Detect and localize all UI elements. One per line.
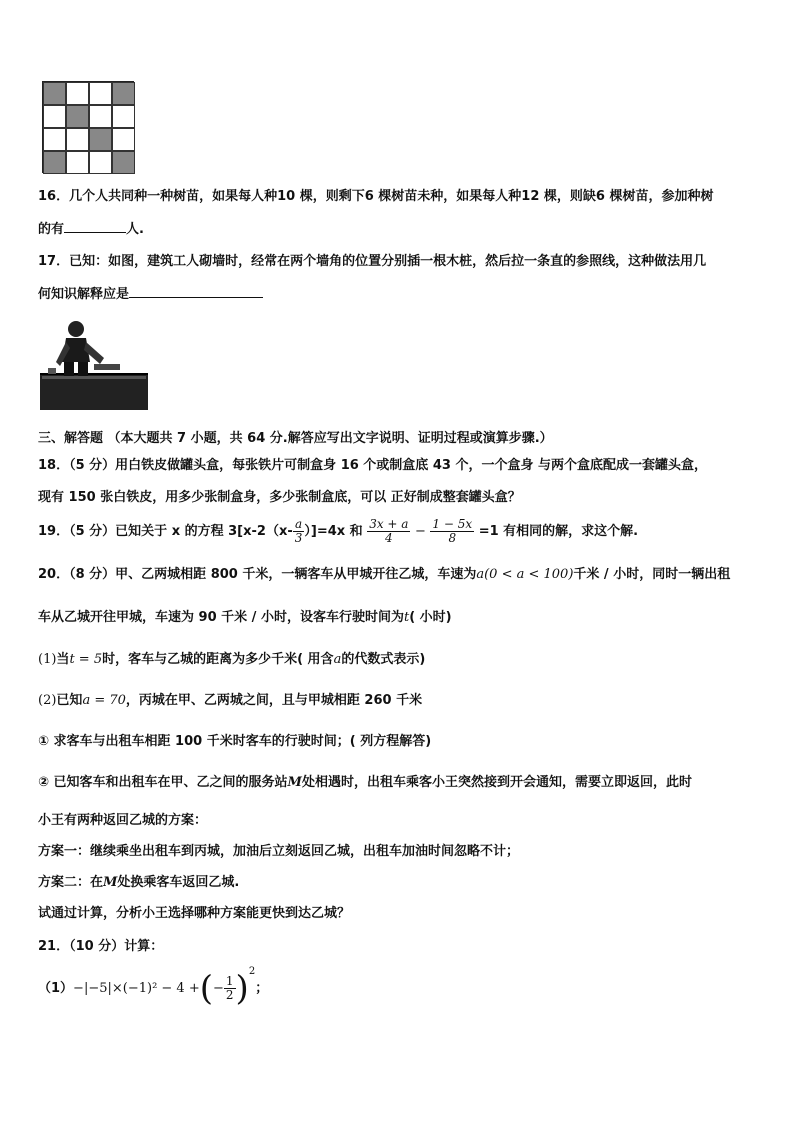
q20-plan1: 方案一：继续乘坐出租车到丙城，加油后立刻返回乙城，出租车加油时间忽略不计；	[38, 844, 520, 859]
fraction-denominator: 8	[448, 531, 457, 545]
math-expression: −|−5|×(−1)² − 4 +	[73, 981, 200, 996]
grid-cell	[66, 128, 89, 151]
grid-cell	[89, 151, 112, 174]
q19-line	[38, 512, 638, 552]
grid-figure	[42, 81, 134, 173]
grid-cell	[112, 128, 135, 151]
grid-cell-shaded	[43, 82, 66, 105]
math-expression: t = 5	[69, 652, 103, 667]
q21-title: 21．（10 分）计算：	[38, 939, 164, 954]
math-expression: a = 70	[82, 693, 126, 708]
fraction-denominator: 4	[385, 531, 393, 545]
fraction-denominator: 3	[294, 531, 303, 545]
q20-sub1: ① 求客车与出租车相距 100 千米时客车的行驶时间；( 列方程解答)	[38, 734, 432, 749]
q17-line1: 17．已知：如图，建筑工人砌墙时，经常在两个墙角的位置分别插一根木桩，然后拉一条直的参照线，这种做法用几	[38, 254, 707, 269]
q20-text: ，丙城在甲、乙两城之间，且与甲城相距 260 千米	[125, 693, 423, 708]
q20-text: 千米 / 小时，同时一辆出租	[573, 567, 731, 582]
q20-text: 时，客车与乙城的距离为多少千米( 用含	[102, 652, 334, 667]
grid-cell	[66, 82, 89, 105]
grid-cell	[66, 151, 89, 174]
q20-text: 当	[56, 652, 70, 667]
worker-illustration	[38, 318, 150, 412]
answer-blank[interactable]	[129, 285, 263, 298]
q20-text: 车从乙城开往甲城，车速为 90 千米 / 小时，设客车行驶时间为	[38, 610, 404, 625]
q20-text: 处换乘客车返回乙城.	[117, 875, 240, 890]
fraction-numerator: 1 − 5x	[432, 517, 473, 531]
q19-mid: ）]=4x 和	[304, 524, 363, 539]
q21-part1	[38, 964, 268, 1014]
q20-part1	[38, 651, 425, 669]
fraction-numerator: 1	[225, 974, 234, 988]
q18-line1: 18．（5 分）用白铁皮做罐头盒，每张铁片可制盒身 16 个或制盒底 43 个，一个盒身 与两个盒底配成一套罐头盒，	[38, 458, 707, 473]
grid-cell-shaded	[112, 151, 135, 174]
minus-sign: −	[213, 981, 224, 996]
minus-sign: −	[414, 524, 426, 539]
fraction	[367, 518, 410, 545]
q20-text: 方案二：在	[38, 875, 104, 890]
q16-text-b: 人.	[126, 222, 144, 237]
grid-cell-shaded	[89, 128, 112, 151]
fraction-denominator: 2	[225, 988, 234, 1002]
fraction	[224, 975, 236, 1002]
part-number: (1)	[38, 652, 57, 667]
q20-line1	[38, 566, 730, 584]
q20-sub2-line2: 小王有两种返回乙城的方案：	[38, 813, 208, 828]
q16-line2	[38, 220, 144, 239]
punctuation: ；	[255, 981, 269, 996]
q16-line1: 16．几个人共同种一种树苗，如果每人种10 棵，则剩下6 棵树苗未种，如果每人种12 棵，则缺6 棵树苗，参加种树	[38, 189, 714, 204]
math-variable: t	[403, 610, 410, 625]
fraction	[293, 518, 305, 545]
q20-line2	[38, 609, 452, 627]
exponent: 2	[248, 966, 256, 977]
q20-text: 处相遇时，出租车乘客小王突然接到开会通知，需要立即返回，此时	[301, 775, 692, 790]
grid-cell	[43, 105, 66, 128]
q20-text: 20．（8 分）甲、乙两城相距 800 千米，一辆客车从甲城开往乙城，车速为	[38, 567, 477, 582]
grid-cell-shaded	[112, 82, 135, 105]
q19-prefix: 19．（5 分）已知关于 x 的方程 3[x-2（x-	[38, 524, 293, 539]
math-variable: a	[333, 652, 342, 667]
q19-suffix: =1 有相同的解，求这个解.	[478, 524, 639, 539]
q20-part2	[38, 692, 422, 710]
answer-blank[interactable]	[64, 220, 126, 233]
q17-text: 何知识解释应是	[38, 287, 130, 302]
math-expression: a(0 < a < 100)	[476, 567, 574, 582]
q17-line2	[38, 285, 263, 304]
q20-plan2	[38, 874, 239, 892]
q18-line2: 现有 150 张白铁皮，用多少张制盒身，多少张制盒底，可以 正好制成整套罐头盒？	[38, 490, 521, 505]
grid-cell	[43, 128, 66, 151]
grid-cell	[112, 105, 135, 128]
q20-text: ( 小时)	[409, 610, 452, 625]
grid-cell	[89, 82, 112, 105]
q20-text: ② 已知客车和出租车在甲、乙之间的服务站	[38, 775, 288, 790]
left-paren: (	[199, 968, 213, 1009]
part-number: (2)	[38, 693, 57, 708]
grid-cell	[89, 105, 112, 128]
part-label: （1）	[38, 981, 74, 996]
fraction-numerator: 3x + a	[369, 517, 409, 531]
math-variable: M	[103, 875, 118, 890]
math-variable: M	[287, 775, 302, 790]
q16-text-a: 的有	[38, 222, 65, 237]
q20-text: 的代数式表示)	[341, 652, 426, 667]
grid-cell-shaded	[66, 105, 89, 128]
q20-text: 已知	[56, 693, 83, 708]
fraction-numerator: a	[293, 518, 305, 532]
right-paren: )	[235, 968, 249, 1009]
q20-sub2-line1	[38, 774, 692, 792]
grid-cell-shaded	[43, 151, 66, 174]
fraction	[430, 518, 474, 545]
section-heading: 三、解答题 （本大题共 7 小题，共 64 分.解答应写出文字说明、证明过程或演算步骤.）	[38, 431, 553, 446]
q20-ask: 试通过计算，分析小王选择哪种方案能更快到达乙城？	[38, 906, 351, 921]
